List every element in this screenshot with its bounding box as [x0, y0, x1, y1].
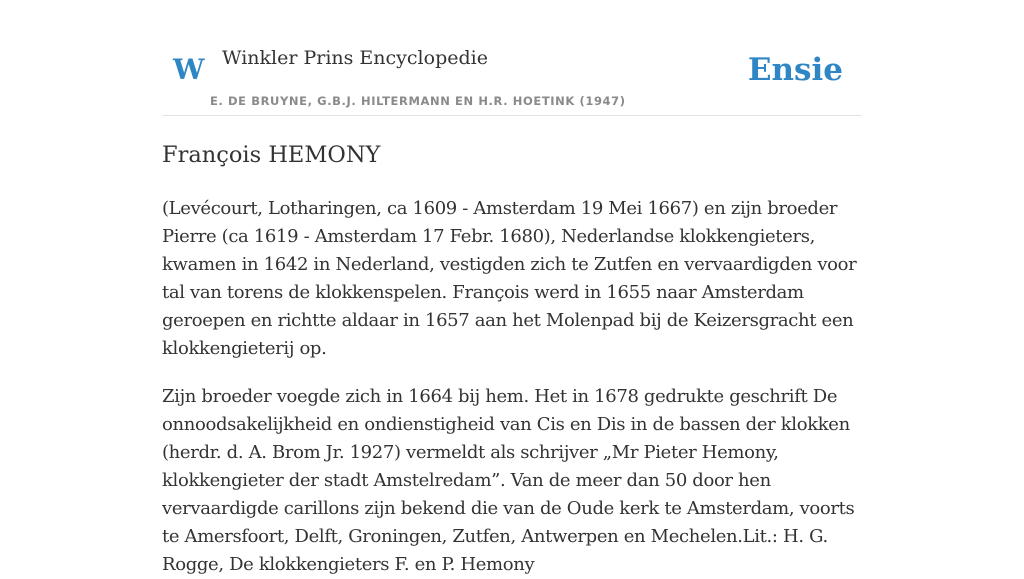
article-paragraph-2: Zijn broeder voegde zich in 1664 bij hem. Het in 1678 gedrukte geschrift De onnoodsakelijkheid en ondienstigheid van Cis en Dis in de bassen der klokken (herdr. d. A. Brom Jr. 1927) vermeldt als schrijver „Mr Pieter Hemony, klokkengieter der stadt Amstelredam”. Van de meer dan 50 door hen vervaardigde carillons zijn bekend die van de Oude kerk te Amsterdam, voorts te Amersfoort, Delft, Groningen, Zutfen, Antwerpen en Mechelen.Lit.: H. G. Rogge, De klokkengieters F. en P. Hemony: [162, 386, 855, 575]
article-title: François HEMONY: [162, 142, 381, 168]
content-container: [162, 0, 862, 579]
article-paragraph-1: (Levécourt, Lotharingen, ca 1609 - Amsterdam 19 Mei 1667) en zijn broeder Pierre (ca 1619 - Amsterdam 17 Febr. 1680), Nederlandse klokkengieters, kwamen in 1642 in Nederland, vestigden zich te Zutfen en vervaardigden voor tal van torens de klokkenspelen. François werd in 1655 naar Amsterdam geroepen en richtte aldaar in 1657 aan het Molenpad bij de Keizersgracht een klokkengieterij op.: [162, 198, 857, 359]
site-title[interactable]: Winkler Prins Encyclopedie: [222, 47, 488, 69]
site-header: [162, 0, 862, 116]
winkler-prins-logo[interactable]: W: [173, 53, 205, 86]
ensie-brand-logo[interactable]: Ensie: [747, 52, 843, 88]
authors-subtitle: E. DE BRUYNE, G.B.J. HILTERMANN EN H.R. HOETINK (1947): [210, 94, 626, 108]
